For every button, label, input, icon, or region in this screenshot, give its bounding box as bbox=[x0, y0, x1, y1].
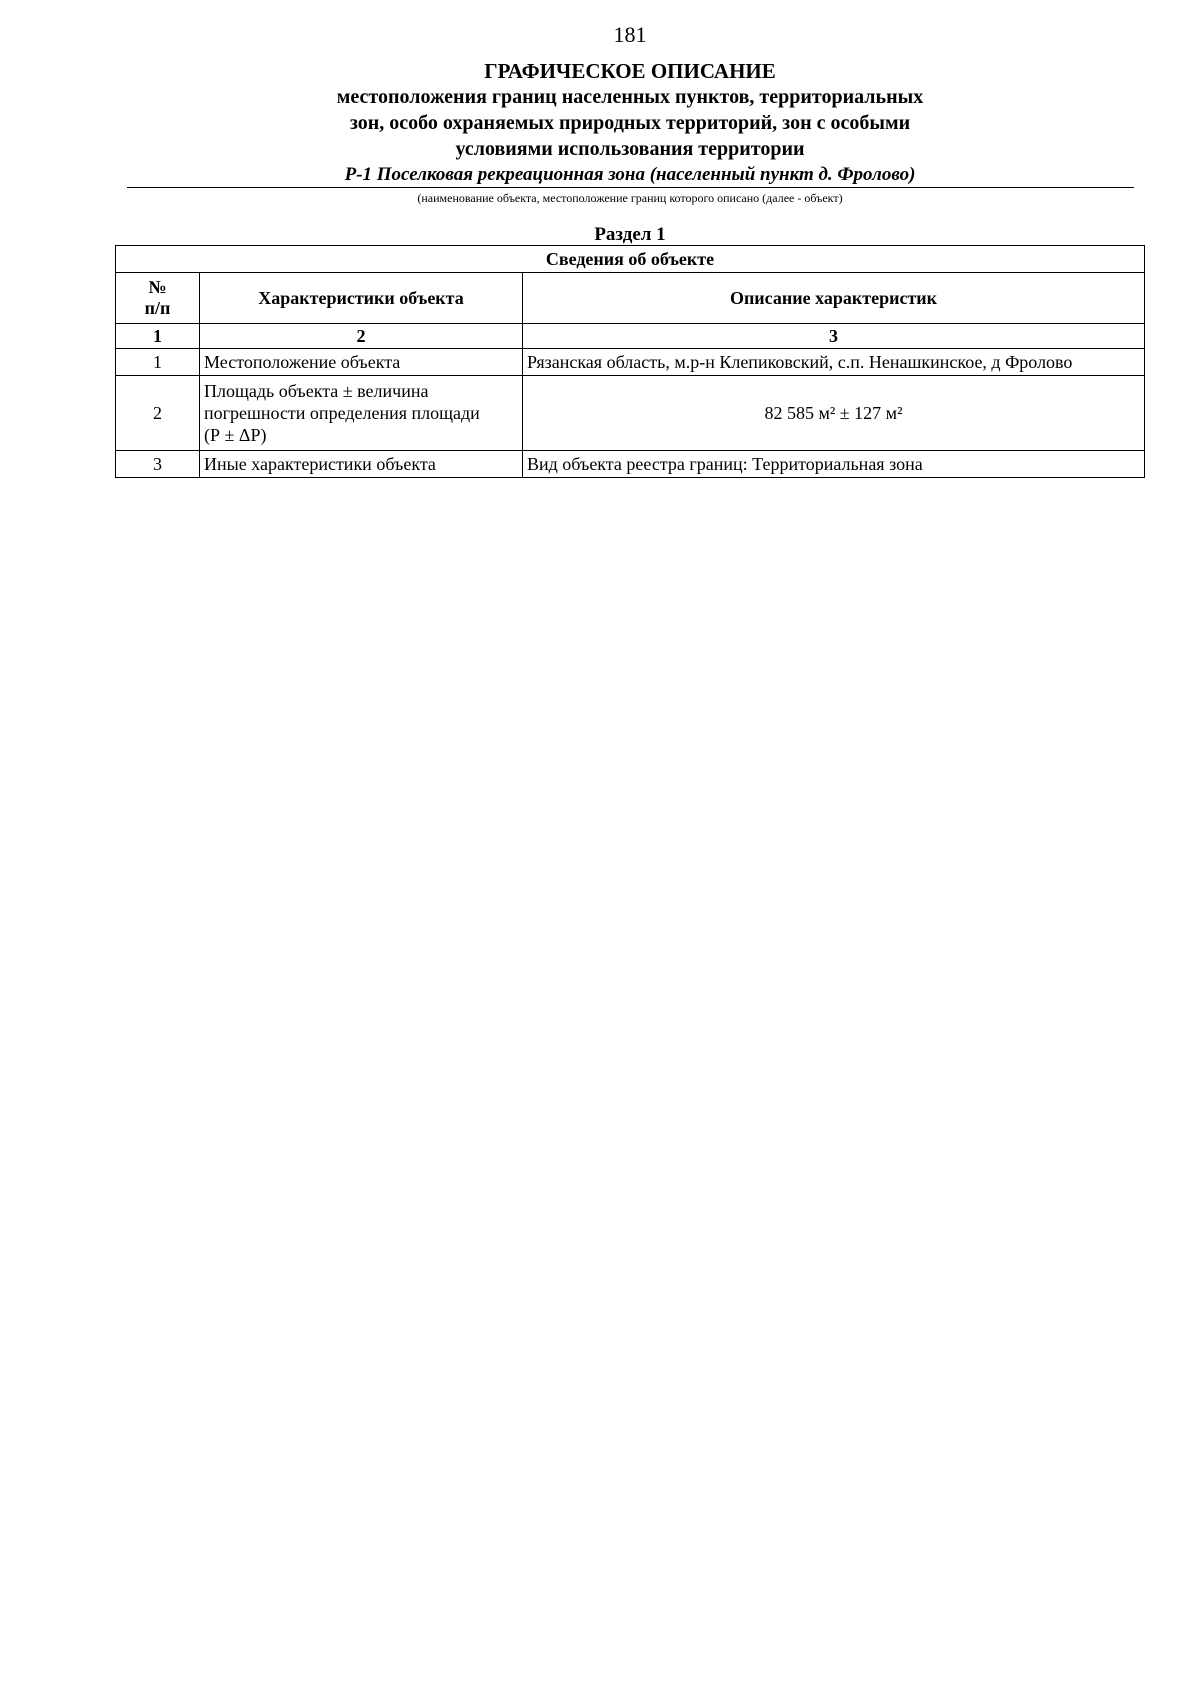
table-caption: Сведения об объекте bbox=[116, 246, 1145, 273]
column-index-row bbox=[116, 324, 1145, 349]
row-description: Рязанская область, м.р-н Клепиковский, с.п. Ненашкинское, д Фролово bbox=[523, 349, 1145, 376]
row-characteristic bbox=[200, 376, 523, 451]
header-num-line-2: п/п bbox=[144, 298, 171, 318]
column-index: 1 bbox=[116, 324, 200, 349]
row-num: 2 bbox=[116, 376, 200, 451]
header-characteristic: Характеристики объекта bbox=[200, 273, 523, 324]
document-subtitle-line-2: зон, особо охраняемых природных территорий, зон с особыми bbox=[349, 112, 911, 134]
document-subtitle-line-3: условиями использования территории bbox=[455, 138, 805, 160]
object-name-underline bbox=[127, 187, 1134, 188]
object-info-table bbox=[115, 245, 1145, 478]
table-caption-row bbox=[116, 246, 1145, 273]
object-name-caption: (наименование объекта, местоположение границ которого описано (далее - объект) bbox=[417, 191, 843, 205]
section-title: Раздел 1 bbox=[594, 224, 666, 245]
column-index: 2 bbox=[200, 324, 523, 349]
row-description: Вид объекта реестра границ: Территориальная зона bbox=[523, 451, 1145, 478]
row-characteristic: Иные характеристики объекта bbox=[200, 451, 523, 478]
row-characteristic-line-3: (Р ± ΔР) bbox=[204, 425, 267, 445]
document-subtitle-line-1: местоположения границ населенных пунктов, территориальных bbox=[336, 86, 924, 108]
title-block bbox=[0, 58, 1200, 188]
row-characteristic-line-2: погрешности определения площади bbox=[204, 403, 480, 423]
header-num-line-1: № bbox=[148, 277, 167, 297]
header-num bbox=[116, 273, 200, 324]
row-num: 1 bbox=[116, 349, 200, 376]
table-header-row bbox=[116, 273, 1145, 324]
document-title: ГРАФИЧЕСКОЕ ОПИСАНИЕ bbox=[484, 59, 776, 83]
object-name: Р-1 Поселковая рекреационная зона (населенный пункт д. Фролово) bbox=[344, 164, 916, 185]
table-row bbox=[116, 376, 1145, 451]
row-characteristic-line-1: Площадь объекта ± величина bbox=[204, 381, 429, 401]
row-characteristic: Местоположение объекта bbox=[200, 349, 523, 376]
header-description: Описание характеристик bbox=[523, 273, 1145, 324]
table-row bbox=[116, 349, 1145, 376]
table-row bbox=[116, 451, 1145, 478]
column-index: 3 bbox=[523, 324, 1145, 349]
row-description: 82 585 м² ± 127 м² bbox=[523, 376, 1145, 451]
page-number: 181 bbox=[613, 22, 647, 47]
row-num: 3 bbox=[116, 451, 200, 478]
